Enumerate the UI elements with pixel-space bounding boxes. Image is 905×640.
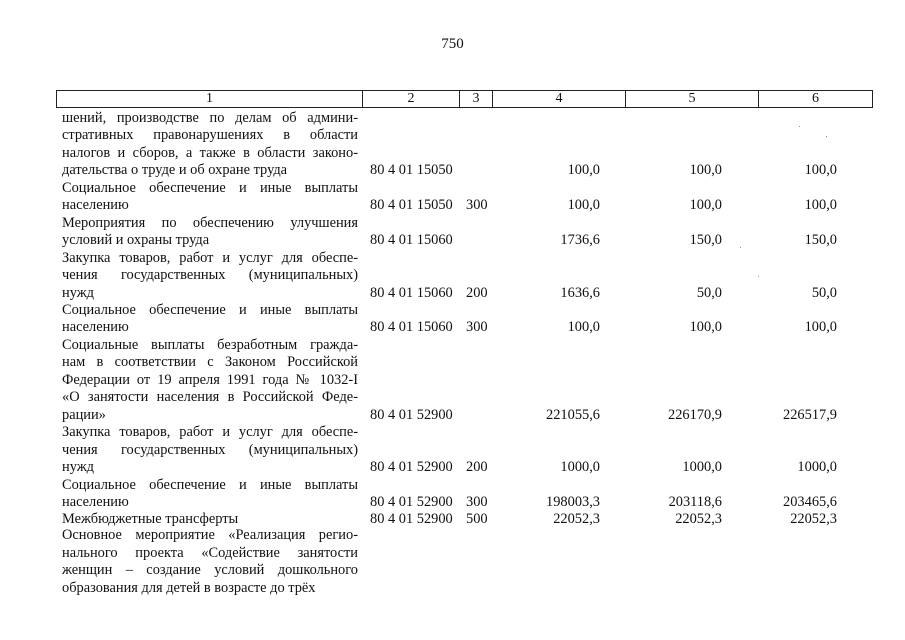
description-line: «О занятости населения в Российской Феде- xyxy=(62,389,358,406)
description-line: населению xyxy=(62,319,129,336)
description-line: образования для детей в возрасте до трёх xyxy=(62,579,316,596)
description-line: Основное мероприятие «Реализация регио- xyxy=(62,527,358,544)
description-line: Мероприятия по обеспечению улучшения xyxy=(62,214,358,231)
budget-table-body xyxy=(0,110,905,597)
table-row xyxy=(0,110,905,180)
row-description xyxy=(62,337,358,424)
amount-cell-4: 100,0 xyxy=(567,197,600,214)
description-line: Федерации от 19 апреля 1991 года № 1032-I xyxy=(62,371,358,388)
table-row xyxy=(0,527,905,597)
description-line: налогов и сборов, а также в области законо- xyxy=(62,144,358,161)
column-header-row xyxy=(57,91,873,108)
amount-cell-6: 50,0 xyxy=(811,284,837,301)
amount-cell-6: 203465,6 xyxy=(783,493,837,510)
description-line: дательства о труде и об охране труда xyxy=(62,162,288,179)
budget-code-cell: 80 4 01 15060 xyxy=(370,319,453,336)
amount-cell-4: 1636,6 xyxy=(560,284,600,301)
row-description xyxy=(62,527,358,597)
amount-cell-4: 198003,3 xyxy=(546,493,600,510)
column-header-4: 4 xyxy=(493,91,626,108)
amount-cell-5: 150,0 xyxy=(689,232,722,249)
budget-code-cell: 80 4 01 15050 xyxy=(370,162,453,179)
description-line: нам в соответствии с Законом Российской xyxy=(62,354,358,371)
amount-cell-5: 1000,0 xyxy=(682,459,722,476)
description-line: Социальное обеспечение и иные выплаты xyxy=(62,476,358,493)
row-description xyxy=(62,302,358,337)
budget-code-cell: 80 4 01 52900 xyxy=(370,493,453,510)
description-line: нужд xyxy=(62,284,94,301)
description-line: Социальное обеспечение и иные выплаты xyxy=(62,179,358,196)
budget-code-cell: 80 4 01 52900 xyxy=(370,406,453,423)
column-header-1: 1 xyxy=(57,91,363,108)
column-header-3: 3 xyxy=(460,91,493,108)
row-description xyxy=(62,424,358,476)
row-description xyxy=(62,477,358,512)
scan-speck xyxy=(758,276,759,277)
column-header-5: 5 xyxy=(626,91,759,108)
table-row xyxy=(0,477,905,512)
amount-cell-4: 100,0 xyxy=(567,319,600,336)
amount-cell-5: 100,0 xyxy=(689,319,722,336)
budget-code-cell: 80 4 01 15060 xyxy=(370,284,453,301)
table-row xyxy=(0,511,905,527)
description-line: Закупка товаров, работ и услуг для обеспе- xyxy=(62,249,358,266)
table-row xyxy=(0,180,905,215)
amount-cell-6: 100,0 xyxy=(804,319,837,336)
column-header-6: 6 xyxy=(759,91,873,108)
amount-cell-5: 50,0 xyxy=(696,284,722,301)
amount-cell-5: 100,0 xyxy=(689,162,722,179)
description-line: нужд xyxy=(62,459,94,476)
amount-cell-4: 1736,6 xyxy=(560,232,600,249)
description-line: Социальное обеспечение и иные выплаты xyxy=(62,301,358,318)
page-number: 750 xyxy=(441,36,464,52)
amount-cell-4: 100,0 xyxy=(567,162,600,179)
amount-cell-6: 22052,3 xyxy=(790,511,837,528)
description-line: чения государственных (муниципальных) xyxy=(62,267,358,284)
row-description xyxy=(62,215,358,250)
amount-cell-4: 221055,6 xyxy=(546,406,600,423)
amount-cell-6: 1000,0 xyxy=(797,459,837,476)
scan-speck xyxy=(826,136,827,137)
amount-cell-6: 100,0 xyxy=(804,162,837,179)
expense-type-cell: 500 xyxy=(466,511,488,528)
scan-speck xyxy=(740,247,741,248)
row-description xyxy=(62,511,358,527)
description-line: женщин – создание условий дошкольного xyxy=(62,562,358,579)
expense-type-cell: 300 xyxy=(466,197,488,214)
scan-speck xyxy=(799,126,800,127)
description-line: нального проекта «Содействие занятости xyxy=(62,544,358,561)
expense-type-cell: 300 xyxy=(466,493,488,510)
amount-cell-6: 100,0 xyxy=(804,197,837,214)
table-row xyxy=(0,215,905,250)
description-line: Социальные выплаты безработным гражда- xyxy=(62,336,358,353)
description-line: шений, производстве по делам об админи- xyxy=(62,110,358,126)
description-line: условий и охраны труда xyxy=(62,232,210,249)
budget-code-cell: 80 4 01 15060 xyxy=(370,232,453,249)
row-description xyxy=(62,250,358,302)
row-description xyxy=(62,180,358,215)
description-line: населению xyxy=(62,197,129,214)
amount-cell-6: 226517,9 xyxy=(783,406,837,423)
column-header-2: 2 xyxy=(363,91,460,108)
description-line: Закупка товаров, работ и услуг для обеспе- xyxy=(62,424,358,441)
table-row xyxy=(0,250,905,302)
amount-cell-5: 22052,3 xyxy=(675,511,722,528)
description-line: рации» xyxy=(62,406,106,423)
table-row xyxy=(0,302,905,337)
amount-cell-4: 1000,0 xyxy=(560,459,600,476)
description-line: чения государственных (муниципальных) xyxy=(62,441,358,458)
description-line: Межбюджетные трансферты xyxy=(62,511,239,528)
amount-cell-5: 226170,9 xyxy=(668,406,722,423)
budget-code-cell: 80 4 01 15050 xyxy=(370,197,453,214)
table-row xyxy=(0,424,905,476)
table-row xyxy=(0,337,905,424)
budget-code-cell: 80 4 01 52900 xyxy=(370,459,453,476)
row-description xyxy=(62,110,358,180)
amount-cell-5: 100,0 xyxy=(689,197,722,214)
column-header-table xyxy=(56,90,873,108)
description-line: населению xyxy=(62,493,129,510)
amount-cell-5: 203118,6 xyxy=(668,493,722,510)
amount-cell-4: 22052,3 xyxy=(553,511,600,528)
expense-type-cell: 300 xyxy=(466,319,488,336)
expense-type-cell: 200 xyxy=(466,459,488,476)
expense-type-cell: 200 xyxy=(466,284,488,301)
budget-code-cell: 80 4 01 52900 xyxy=(370,511,453,528)
amount-cell-6: 150,0 xyxy=(804,232,837,249)
description-line: стративных правонарушениях в области xyxy=(62,127,358,144)
